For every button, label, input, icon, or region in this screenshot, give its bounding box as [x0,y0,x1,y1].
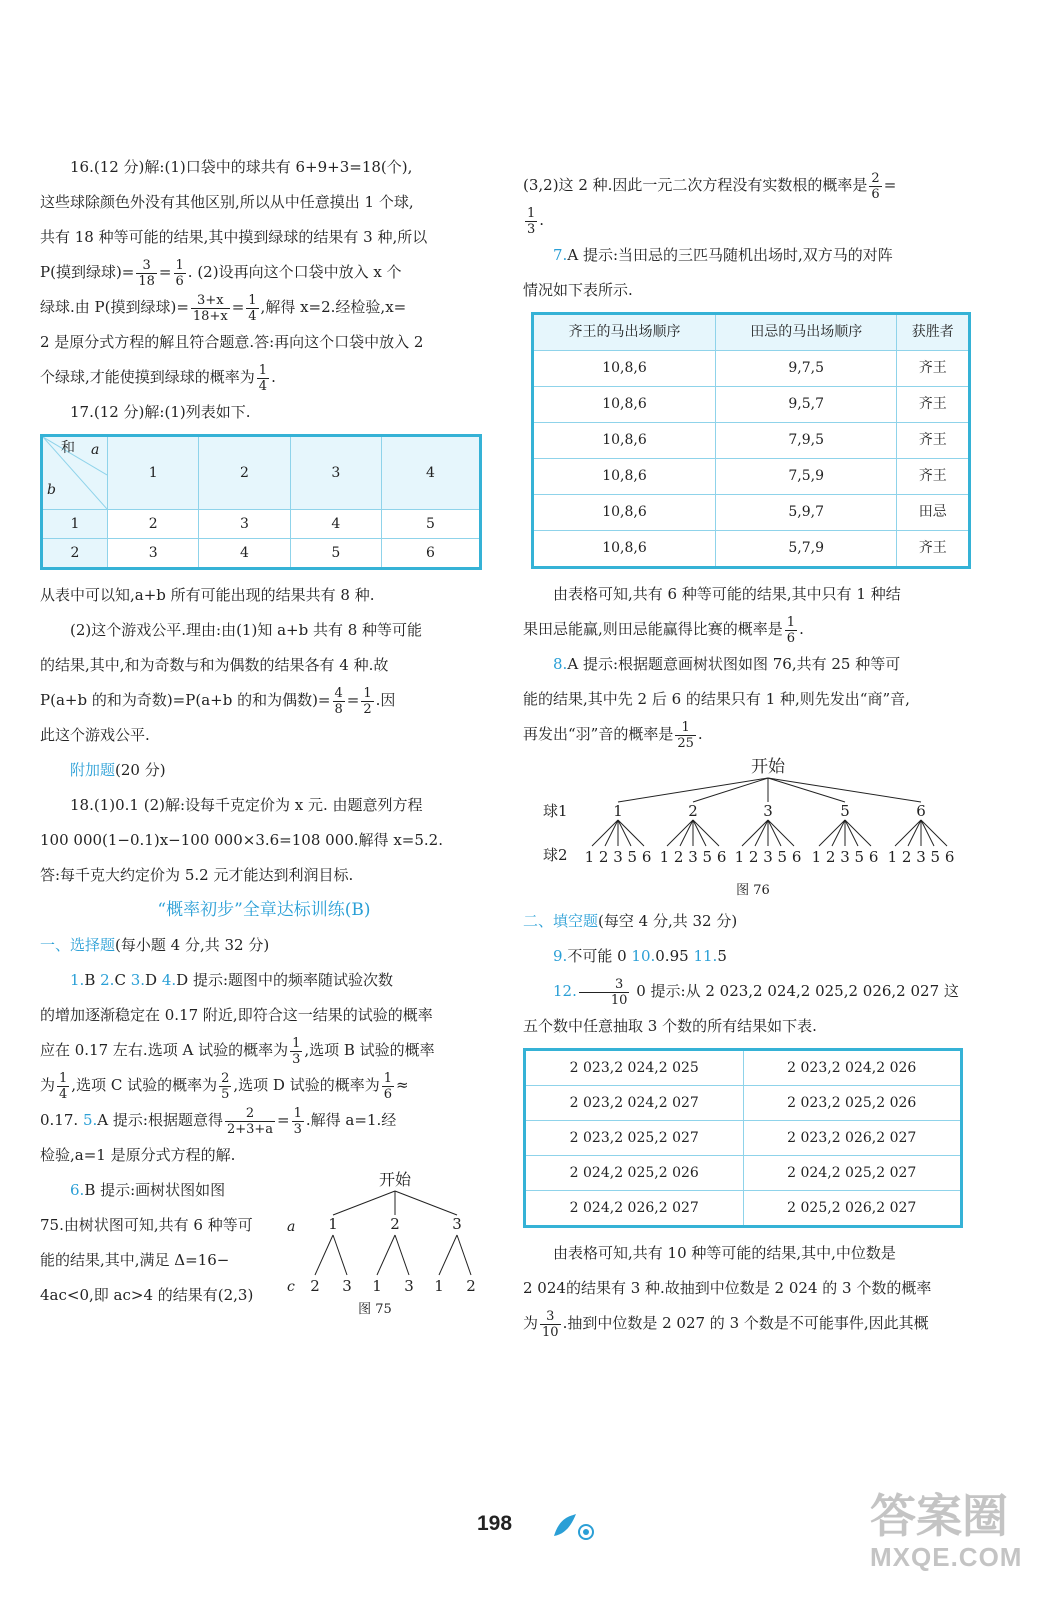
table-cell: 2 023,2 024,2 025 [525,1050,744,1086]
q8-line2: 能的结果,其中先 2 后 6 的结果只有 1 种,则先发出“商”音, [523,690,910,708]
fraction: $\frac{3}{18}$ [138,257,155,289]
part2-heading: 二、填空题(每空 4 分,共 32 分) [523,912,738,930]
table-row [533,314,970,351]
table-cell: 齐王 [897,351,970,387]
fraction: $\frac{1}{25}$ [677,719,694,751]
q7-line2: 情况如下表所示. [523,281,633,299]
q8-line1: 8.A 提示:根据题意画树状图如图 76,共有 25 种等可 [553,655,901,673]
watermark-title: 答案圈 [870,1490,1008,1542]
q1-line2: 的增加逐渐稳定在 0.17 附近,即符合这一结果的试验的概率 [40,1006,433,1024]
answers-1-4: 1.B 2.C 3.D 4.D 提示:题图中的频率随试验次数 [70,971,394,989]
fraction: $\frac{1}{4}$ [59,1070,68,1102]
tree-level-a-label: a [287,1219,296,1235]
table-cell: 5 [290,539,381,569]
q1-line4: 为 $\frac{1}{4}$ ,选项 C 试验的概率为 $\frac{2}{5}$ ,选项 D 试验的概率为 $\frac{1}{6}$ ≈ [40,1070,409,1102]
table-header-cell: 田忌的马出场顺序 [716,314,897,351]
table-row [533,387,970,423]
table-cell: 2 024,2 026,2 027 [525,1191,744,1227]
tree-diagram-75 [285,1165,485,1315]
table-cell: 10,8,6 [533,387,716,423]
fraction: $\frac{1}{6}$ [786,614,796,646]
fraction: $\frac{1}{6}$ [175,257,184,289]
table-header-cell: 3 [290,436,381,510]
fraction: $\frac{1}{4}$ [258,362,268,394]
tree-node: 3 [404,1277,414,1295]
q5-line2: 检验,a=1 是原分式方程的解. [40,1146,236,1164]
tree-level-ball2-label: 球2 [543,846,568,864]
tree-node: 6 [916,802,926,820]
tree-diagram-76 [523,754,963,904]
q7-line4: 果田忌能赢,则田忌能赢得比赛的概率是 $\frac{1}{6}$ . [523,614,804,646]
q17-line6: 此这个游戏公平. [40,726,150,744]
q16-line7: 个绿球,才能使摸到绿球的概率为 $\frac{1}{4}$ . [40,362,276,394]
tree-node: 2 [466,1277,476,1295]
q6-line4: 4ac<0,即 ac>4 的结果有(2,3) [40,1286,254,1304]
leaf-logo-icon [550,1512,600,1542]
q16-line4: P(摸到绿球)= $\frac{3}{18}$ = $\frac{1}{6}$ . (2)设再向这个口袋中放入 x 个 [40,257,402,289]
tree-node: 1 [434,1277,444,1295]
table-row [533,423,970,459]
table-cell: 7,5,9 [716,459,897,495]
q6-line2: 75.由树状图可知,共有 6 种等可 [40,1216,253,1234]
q12-line1: 12. $\frac{3}{10}$ 0 提示:从 2 023,2 024,2 025,2 026,2 027 这 [553,976,959,1008]
q18-line3: 答:每千克大约定价为 5.2 元才能达到利润目标. [40,866,354,884]
q6-line1: 6.B 提示:画树状图如图 [70,1181,226,1199]
fraction: $\frac{3}{10}$ [579,977,630,1008]
fraction: $\frac{2}{6}$ [871,170,880,202]
tree-start-label: 开始 [751,757,785,777]
table-cell: 2 023,2 026,2 027 [743,1121,962,1156]
fraction: $\frac{4}{8}$ [334,685,343,717]
tree-leaf-group: 1 2 3 5 6 [584,848,652,866]
q16-line5: 绿球.由 P(摸到绿球)= $\frac{3+x}{18+x}$ = $\frac{1}{4}$ ,解得 x=2.经检验,x= [40,292,407,324]
fraction: $\frac{1}{3}$ [527,205,536,237]
q16-line3: 共有 18 种等可能的结果,其中摸到绿球的结果有 3 种,所以 [40,228,428,246]
table-cell: 齐王 [897,531,970,568]
q6-block [40,1170,488,1323]
table-cell: 10,8,6 [533,531,716,568]
table-row [533,495,970,531]
table-row [42,436,481,510]
q18-line2: 100 000(1−0.1)x−100 000×3.6=108 000.解得 x=5.2. [40,831,443,849]
table-header-cell: 获胜者 [897,314,970,351]
q1-line3: 应在 0.17 左右.选项 A 试验的概率为 $\frac{1}{3}$ ,选项 B 试验的概率 [40,1035,435,1067]
table-cell: 3 [199,510,290,539]
table-cell: 2 024,2 025,2 026 [525,1156,744,1191]
tree-node: 2 [390,1215,400,1233]
corner-label-a: a [91,442,100,458]
sum-table [40,434,482,570]
table-cell: 5,9,7 [716,495,897,531]
table-cell: 2 023,2 025,2 026 [743,1086,962,1121]
figure-caption: 图 75 [358,1302,392,1315]
part1-heading: 一、选择题(每小题 4 分,共 32 分) [40,936,270,954]
q16-line2: 这些球除颜色外没有其他区别,所以从中任意摸出 1 个球, [40,193,414,211]
tree-node: 3 [452,1215,462,1233]
q16-line1: 16.(12 分)解:(1)口袋中的球共有 6+9+3=18(个), [70,158,413,176]
table-cell: 5 [381,510,480,539]
q6-line3: 能的结果,其中,满足 Δ=16− [40,1251,230,1269]
table-cell: 9,5,7 [716,387,897,423]
answers-9-11: 9.不可能 0 10.0.95 11.5 [553,947,727,965]
q18-line1: 18.(1)0.1 (2)解:设每千克定价为 x 元. 由题意列方程 [70,796,423,814]
table-cell: 齐王 [897,423,970,459]
fraction: $\frac{3}{10}$ [542,1308,559,1340]
q6-text [40,1173,285,1313]
table-row [525,1191,962,1227]
q12-line3: 由表格可知,共有 10 种等可能的结果,其中,中位数是 [553,1244,896,1262]
extra-heading: 附加题(20 分) [70,761,166,779]
page-number: 198 [477,1512,513,1535]
q17-line2: 从表中可以知,a+b 所有可能出现的结果共有 8 种. [40,586,375,604]
q12-line5: 为 $\frac{3}{10}$ .抽到中位数是 2 027 的 3 个数是不可能事件,因此其概 [523,1308,929,1340]
tree-node: 2 [688,802,698,820]
tree-leaf-group: 1 2 3 5 6 [659,848,727,866]
left-column [40,150,488,1323]
fraction: $\frac{1}{3}$ [292,1035,301,1067]
table-cell: 齐王 [897,459,970,495]
figure-caption: 图 76 [736,883,770,898]
table-cell: 2 025,2 026,2 027 [743,1191,962,1227]
table-row [525,1156,962,1191]
tree-level-c-label: c [287,1279,295,1295]
tree-node: 3 [342,1277,352,1295]
tree-leaf-group: 1 2 3 5 6 [811,848,879,866]
horse-table [531,312,971,569]
table-cell: 7,9,5 [716,423,897,459]
q5-line1: 0.17. 5.A 提示:根据题意得 $\frac{2}{2+3+a}$ = $\frac{1}{3}$ .解得 a=1.经 [40,1105,397,1137]
table-cell: 5,7,9 [716,531,897,568]
table-header-cell: 4 [381,436,480,510]
q17-line4: 的结果,其中,和为奇数与和为偶数的结果各有 4 种.故 [40,656,389,674]
fraction: $\frac{1}{3}$ [293,1105,302,1137]
q12-line2: 五个数中任意抽取 3 个数的所有结果如下表. [523,1017,817,1035]
table-cell: 4 [199,539,290,569]
q8-line3: 再发出“羽”音的概率是 $\frac{1}{25}$ . [523,719,703,751]
tree-node: 1 [328,1215,338,1233]
corner-label-b: b [47,482,56,498]
section-title: “概率初步”全章达标训练(B) [157,900,371,920]
table-cell: 10,8,6 [533,459,716,495]
q7-line3: 由表格可知,共有 6 种等可能的结果,其中只有 1 种结 [553,585,901,603]
table-row [525,1050,962,1086]
tree-leaf-group: 1 2 3 5 6 [734,848,802,866]
table-header-cell: 齐王的马出场顺序 [533,314,716,351]
fraction: $\frac{2}{2+3+a}$ [226,1105,274,1137]
q16-line6: 2 是原分式方程的解且符合题意.答:再向这个口袋中放入 2 [40,333,424,351]
tree-node: 5 [840,802,850,820]
tree-node: 3 [763,802,773,820]
corner-label-sum: 和 [61,440,75,456]
fraction: $\frac{2}{5}$ [221,1070,230,1102]
q17-line1: 17.(12 分)解:(1)列表如下. [70,403,251,421]
table-row [525,1086,962,1121]
table-cell: 10,8,6 [533,495,716,531]
q12-line4: 2 024的结果有 3 种.故抽到中位数是 2 024 的 3 个数的概率 [523,1279,932,1297]
fraction: $\frac{1}{4}$ [248,292,257,324]
table-cell: 2 023,2 025,2 027 [525,1121,744,1156]
tree-start-label: 开始 [378,1170,412,1189]
table-cell: 2 024,2 025,2 027 [743,1156,962,1191]
cont-line2: $\frac{1}{3}$ . [527,205,545,237]
fraction: $\frac{3+x}{18+x}$ [192,292,228,324]
table-cell: 3 [108,539,199,569]
table-cell: 齐王 [897,387,970,423]
q17-line3: (2)这个游戏公平.理由:由(1)知 a+b 共有 8 种等可能 [70,621,423,639]
table-row [533,531,970,568]
table-cell: 10,8,6 [533,423,716,459]
tree-node: 1 [372,1277,382,1295]
table-cell: 2 [42,539,108,569]
table-cell: 9,7,5 [716,351,897,387]
q7-line1: 7.A 提示:当田忌的三匹马随机出场时,双方马的对阵 [553,246,893,264]
combination-table [523,1048,963,1228]
watermark-url: MXQE.COM [870,1542,1023,1572]
table-cell: 2 [108,510,199,539]
tree-node: 1 [613,802,623,820]
table-row [42,539,481,569]
table-row [42,510,481,539]
table-cell: 4 [290,510,381,539]
table-header-cell: 1 [108,436,199,510]
q17-line5: P(a+b 的和为奇数)=P(a+b 的和为偶数)= $\frac{4}{8}$ = $\frac{1}{2}$ .因 [40,685,396,717]
right-column [523,168,973,1341]
tree-level-ball1-label: 球1 [543,802,568,820]
table-cell: 6 [381,539,480,569]
table-corner-cell [42,436,108,510]
cont-line1: (3,2)这 2 种.因此一元二次方程没有实数根的概率是 $\frac{2}{6}$ = [523,170,897,202]
table-cell: 2 023,2 024,2 027 [525,1086,744,1121]
table-row [525,1121,962,1156]
table-header-cell: 2 [199,436,290,510]
table-cell: 10,8,6 [533,351,716,387]
watermark [870,1490,1022,1572]
table-cell: 田忌 [897,495,970,531]
fraction: $\frac{1}{6}$ [383,1070,392,1102]
table-cell: 1 [42,510,108,539]
table-cell: 2 023,2 024,2 026 [743,1050,962,1086]
table-row [533,459,970,495]
tree-node: 2 [310,1277,320,1295]
tree-leaf-group: 1 2 3 5 6 [887,848,955,866]
fraction: $\frac{1}{2}$ [363,685,372,717]
table-row [533,351,970,387]
